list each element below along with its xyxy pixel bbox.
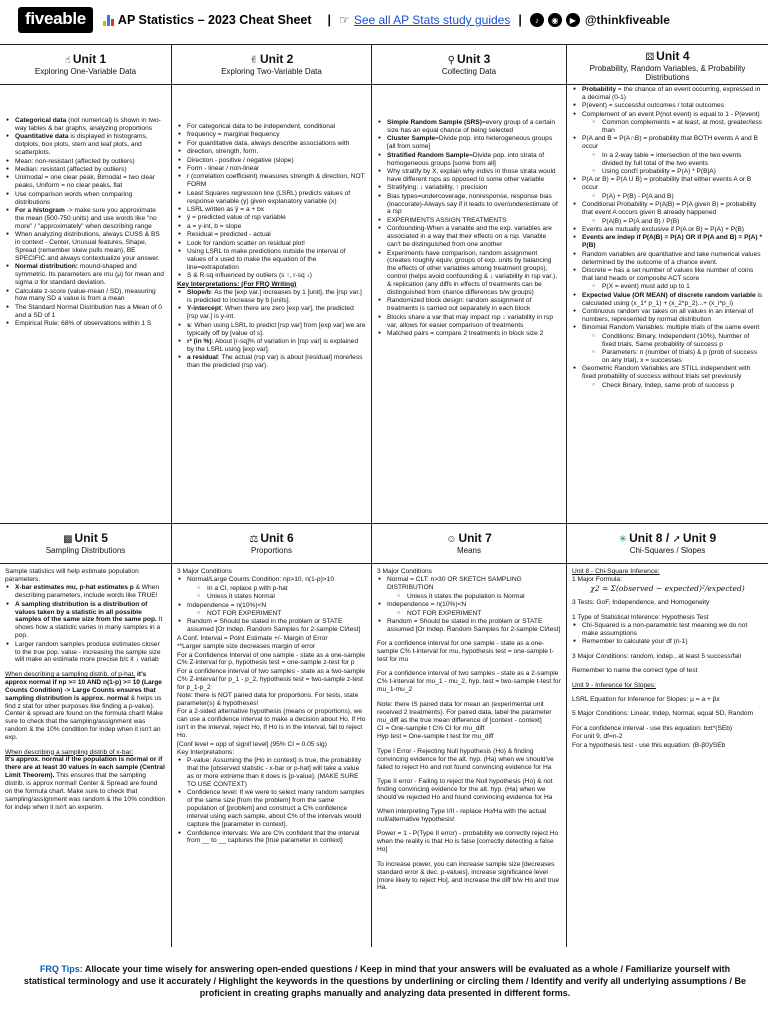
list-item: ● Use comparison words when comparing distributions: [5, 191, 166, 207]
text-line: 1 Major Formula:: [572, 576, 622, 584]
list-item: ○ Conditions: Binary, Independent (10%), Number of fixed trials, Same probability of success p: [572, 333, 763, 349]
list-item: ● Remember to calculate your df (n-1): [572, 638, 763, 646]
unit-1-title: Unit 1: [72, 52, 107, 66]
list-item: ● Random variables are quantitative and take numerical values determined by the outcome of a chance event.: [572, 251, 763, 267]
list-item: ● Form - linear / non-linear: [177, 165, 366, 173]
unit-4-subtitle: Probability, Random Variables, & Probability Distributions: [589, 64, 746, 82]
list-item: ● Direction - positive / negative (slope): [177, 157, 366, 165]
list-item: ● Random = Should be stated in the problem or STATE assumed [Or Indep. Random Samples for 2-sample CI/test]: [377, 618, 561, 634]
unit-5-column: [0, 524, 172, 947]
text-line: When interpreting Type I/II - replace Ho/Ha with the actual null/alternative hypothesis!: [377, 808, 547, 824]
list-item: ● Continuous random var takes on all values in an interval of numbers, represented by normal distribution: [572, 308, 763, 324]
unit-3-column: [372, 45, 567, 523]
text-line: Note: there is NOT paired data for proportions. For tests, state parameter(s) & hypotheses!: [177, 692, 359, 707]
unit-5-body: [0, 564, 171, 812]
list-item: ● For quantitative data, always describe associations with: [177, 140, 366, 148]
victory-hand-icon: ✌: [249, 55, 259, 66]
list-item: ○ P(A) + P(B) - P(A and B): [572, 193, 763, 201]
list-item: ● Confidence level: If we were to select many random samples of the same size [from the problem] from the same population of [problem] and construct a C% confidence interval using each sample, about C% of the intervals would capture the [parameter in context].: [177, 789, 366, 829]
unit-1-subtitle: Exploring One-Variable Data: [34, 67, 137, 76]
text-line: A Conf. Interval = Point Estimate +/- Margin of Error: [177, 634, 328, 642]
list-item: ○ Unless it states the population is Normal: [377, 593, 561, 601]
list-item: ● P-value: Assuming the [Ho in context] is true, the probability that the [observed statistic - x-bar or p-hat] will take a value as or more extreme than it does is [p-value]. (MAKE SURE TO USE CONTEXT): [177, 757, 366, 789]
list-item: ● Unimodal = one clear peak, Bimodal = two clear peaks, Uniform = no clear peaks, flat: [5, 174, 166, 190]
text-line: For a 2-sided alternative hypothesis (means or proportions), we can use a confidence interval to make a decision about Ho. If Ho isn't in the interval, reject Ho, If Ho is in the interval, fail to reject Ho.: [177, 708, 366, 740]
unit-7-subtitle: Means: [456, 546, 481, 555]
list-item: ● Categorical data (not numerical) is shown in two-way tables & bar graphs, analyzing proportions: [5, 117, 166, 133]
list-item: ● EXPERIMENTS ASSIGN TREATMENTS: [377, 217, 561, 225]
instagram-icon[interactable]: ◉: [548, 13, 562, 27]
list-item: ● Matched pairs = compare 2 treatments in block size 2: [377, 330, 561, 338]
unit-2-title: Unit 2: [260, 52, 294, 66]
list-item: ● Normal distribution: mound-shaped and symmetric. Its parameters are mu (μ) for mean and sigma σ for standard deviation.: [5, 263, 166, 287]
unit-8-subtitle: Chi-Squares: [629, 546, 675, 555]
list-item: ● Conditional Probability = P(A|B) = P(A given B) = probability that event A occurs given B already happened: [572, 201, 763, 217]
list-item: ● Empirical Rule: 68% of observations within 1 S: [5, 320, 166, 328]
unit-5-header: [0, 524, 171, 564]
page-title: AP Statistics – 2023 Cheat Sheet: [117, 13, 312, 27]
list-item: ● Confounding-When a variable and the exp. variables are associated in a way that their effects on a rsp. Variable can't be distinguished from one another: [377, 225, 561, 249]
list-item: ● S & R-sq influenced by outliers (s ↑, r-sq ↓): [177, 272, 366, 280]
unit-2-subtitle: Exploring Two-Variable Data: [221, 67, 322, 76]
list-item: ● Random = Should be stated in the problem or STATE assumed [Or Indep. Random Samples for 2-sample CI/test]: [177, 618, 366, 634]
unit-3-title: Unit 3: [456, 52, 491, 66]
unit-4-title: Unit 4: [656, 49, 690, 63]
list-item: ● Simple Random Sample (SRS)=every group of a certain size has an equal chance of being selected: [377, 119, 561, 135]
list-item: ○ P(X = event) must add up to 1: [572, 283, 763, 291]
bar-chart-icon: ▩: [63, 534, 73, 545]
text-line: 1 Type of Statistical Inference: Hypothesis Test: [572, 613, 709, 621]
list-item: ● Cluster Sample=Divide pop. into heterogeneous groups [all from some]: [377, 135, 561, 151]
key-interpretations-title: Key Interpretations: (For FRQ Writing): [177, 280, 297, 288]
list-item: ○ In a CI, replace p with p-hat: [177, 585, 366, 593]
list-item: ● For a histogram -> make sure you approximate the mean (500-750 units) and use words like "no more" / "approximately" when describing range: [5, 207, 166, 231]
list-item: ○ Check Binary, Indep, same prob of success p: [572, 382, 763, 390]
list-item: ● Why stratify by X, explain why indivs in those strata would have different rsps as opposed to some other variable: [377, 168, 561, 184]
phat-rest: & helps us find z stat for other purposes like finding a p-value). Center & spread are found on the formula chart! Make sure to check that the sampling/assignment was random & the 10% condition for indep when it isn't an exp.: [5, 694, 163, 742]
unit-6-header: [172, 524, 371, 564]
unit-4-column: [567, 45, 768, 523]
list-item: ● Larger random samples produce estimates closer to the true pop. value - increasing the sample size will make an estimate more precise b/c it ↓ variab: [5, 641, 166, 665]
text-line: Type I Error - Rejecting Null hypothesis (Ho) & finding convincing evidence for the alt. hyp. (Ha) when we should've failed to reject Ho and not found convincing evidence for Ha: [377, 747, 554, 771]
list-item: ● Independence = n(10%)<N: [177, 602, 366, 610]
unit-5-title: Unit 5: [74, 531, 108, 545]
unit-1-column: [0, 45, 172, 523]
unit-6-subtitle: Proportions: [251, 546, 292, 555]
text-line: 3 Major Conditions: random, indep., at least 5 success/fail: [572, 652, 741, 660]
text-line: LSRL Equation for Inference for Slopes: μ = a + βx: [572, 695, 720, 703]
text-line: For a confidence interval - use this equation: b±t*(SEb): [572, 724, 733, 732]
list-item: ● Residual = predicted - actual: [177, 231, 366, 239]
frq-tips-label: FRQ Tips:: [39, 964, 83, 974]
list-item: ● Probability = the chance of an event occurring, expressed in a decimal (0-1): [572, 86, 763, 102]
list-item: ● direction, strength, form.: [177, 148, 366, 156]
social-handle[interactable]: @thinkfiveable: [584, 13, 670, 27]
list-item: ● Normal/Large Counts Condition: np>10, n(1-p)>10: [177, 576, 366, 584]
unit-7-header: [372, 524, 566, 564]
unit-2-column: [172, 45, 372, 523]
cat-face-icon: ☺: [446, 534, 457, 545]
unit-8-9-column: [567, 524, 768, 947]
list-item: ● r (correlation coefficient) measures strength & direction, NOT FORM: [177, 173, 366, 189]
list-item: ● Normal = CLT: n>30 OR SKETCH SAMPLING DISTRIBUTION: [377, 576, 561, 592]
list-item: ● s: When using LSRL to predict [rsp var] from [exp var] we are typically off by [value of s].: [177, 322, 366, 338]
formula: χ2 = Σ(observed − expected)²/expected): [590, 583, 745, 593]
list-item: ● Y-intercept: When there are zero [exp var], the predicted [rsp var.] is y-int.: [177, 305, 366, 321]
unit-6-title: Unit 6: [260, 531, 294, 545]
list-item: ● Stratifying: ↓ variability, ↑ precision: [377, 184, 561, 192]
section-heading: Unit 9 - Inference for Slopes:: [572, 681, 656, 689]
list-item: ● Quantitative data is displayed in histograms, dotplots, box plots, stem and leaf plots, and scatterplots.: [5, 133, 166, 157]
list-item: ○ NOT FOR EXPERIMENT: [377, 610, 561, 618]
dice-icon: ⚄: [645, 52, 655, 63]
text-line: Hyp test = One-sample t test for mu_diff: [377, 733, 494, 741]
list-item: ● Expected Value (OR MEAN) of discrete random variable is calculated using (x_1* p_1) + (x_2*p_2)...+ (x_i*p_i): [572, 292, 763, 308]
list-item: ● LSRL written as ŷ = a + bx: [177, 206, 366, 214]
list-item: ● Binomial Random Variables: multiple trials of the same event: [572, 324, 763, 332]
units-row-1: [0, 45, 768, 523]
text-line: For a Confidence Interval of one sample - state as a one-sample C% Z-interval for p, hypothesis test = one-sample z-test for p: [177, 651, 366, 667]
units-row-2: [0, 523, 768, 947]
header-divider: |: [327, 13, 332, 27]
unit-5-list: [5, 584, 166, 664]
unit-7-body: [372, 564, 566, 892]
unit-3-header: [372, 45, 566, 85]
text-line: For a hypothesis test - use this equation: (B-β0)/SEb: [572, 741, 726, 749]
list-item: ○ Common complements = at least, at most, greater/less than: [572, 119, 763, 135]
unit-5-subtitle: Sampling Distributions: [45, 546, 126, 555]
list-item: ● Calculate z-score (value-mean / SD), measuring how many SD a value is from a mean: [5, 288, 166, 304]
list-item: ● Discrete = has a set number of values like number of coins that land heads or composite ACT score: [572, 267, 763, 283]
unit-6-column: [172, 524, 372, 947]
text-line: [Conf level = opp of signif level] (95% CI = 0.05 sig): [177, 740, 327, 748]
list-item: ● Blocks share a var that may impact rsp ↓ variability in rsp var, allows for easier comparison of treatments: [377, 314, 561, 330]
list-item: ● Geometric Random Variables are STILL independent with fixed probability of success without trials set previously: [572, 365, 763, 381]
xbar-bold: It's approx. normal if the population is normal or if there are at least 30 values in each sample (Central Limit Theorem).: [5, 756, 165, 780]
fiveable-logo[interactable]: fiveable: [18, 7, 93, 33]
unit-9-subtitle: Slopes: [680, 546, 706, 555]
list-item: ● ŷ = predicted value of rsp variable: [177, 214, 366, 222]
list-item: ○ P(A|B) = P(A and B) / P(B): [572, 218, 763, 226]
frq-tips-text: Allocate your time wisely for answering open-ended questions / Keep in mind that your answers will be evaluated as a whole / Familiarize yourself with statistical terminology and use it accurately / Highlight the keywords in the questions by underlining or circling them / Identify and verify all underlying assumptions / Be proficient in creating graphs manually and analyzing data presented in different forms.: [23, 964, 747, 998]
unit-1-header: [0, 45, 171, 85]
list-item: ● P(A or B) = P(A U B) = probability that either events A or B occur: [572, 176, 763, 192]
list-item: ● Median: resistant (affected by outliers): [5, 166, 166, 174]
text-line: Power = 1 - P(Type II error) - probability we correctly reject Ho when the reality is that Ho is false [correctly detecting a false Ho]: [377, 830, 559, 854]
text-line: CI = One-sample t C% CI for mu_diff: [377, 724, 485, 732]
header: [0, 0, 768, 40]
unit-6-body: [172, 564, 371, 845]
list-item: ● Bias types=undercoverage, nonresponse, response bias (inaccurate)-Always say if it leads to over/underestimate of a rsp: [377, 193, 561, 217]
unit-5-intro: Sample statistics will help estimate population parameters.: [5, 568, 139, 583]
list-item: ○ NOT FOR EXPERIMENT: [177, 610, 366, 618]
list-item: ○ Parameters: n (number of trials) & p (prob of success on any trial), x = successes: [572, 349, 763, 365]
list-item: ● P(A and B = P(A∩B) = probability that BOTH events A and B occur: [572, 135, 763, 151]
list-item: ● frequency = marginal frequency: [177, 131, 366, 139]
list-item: ● Events are indep if P(A|B) = P(A) OR if P(A and B) = P(A) * P(B): [572, 234, 763, 250]
list-item: ● For categorical data to be independent, conditional: [177, 123, 366, 131]
text-line: **Larger sample size decreases margin of error: [177, 643, 316, 651]
list-item: ○ Using cond'l probability = P(A) * P(B|A): [572, 168, 763, 176]
list-item: ● Complement of an event P(not event) is equal to 1 - P(event): [572, 111, 763, 119]
unit-3-body: [372, 85, 566, 338]
header-divider: |: [518, 13, 522, 27]
social-icons: [530, 13, 580, 27]
unit-3-list: [377, 119, 561, 338]
list-item: ● When analyzing distributions, always CUSS & BS in context - Center, Unusual features, Shape, Spread (remember skew pulls mean), BE SPECIFIC and always contextualize your answer.: [5, 231, 166, 263]
unit-3-subtitle: Collecting Data: [441, 67, 497, 76]
unit-8-9-header: ✳ Unit 8 / ➚ Unit 9 Chi-Squares / Slopes: [567, 524, 768, 564]
text-line: Key Interpretations:: [177, 748, 235, 756]
list-item: ○ Unless it states Normal: [177, 593, 366, 601]
text-line: Note: there IS paired data for mean an (experimental unit received 2 treatments). For paired data, label the parameter mu_diff as the true mean difference of [context - context]: [377, 700, 552, 724]
list-item: ● Using LSRL to make predictions outside the interval of values of x used to make the equation of the line=extrapolation: [177, 248, 366, 272]
hand-pointing-icon: ☝: [64, 55, 71, 66]
list-item: ● X-bar estimates mu, p-hat estimates p & When describing parameters, include words like TRUE!: [5, 584, 166, 600]
section-heading: Unit 8 - Chi-Square Inference:: [572, 568, 660, 575]
unit-7-title: Unit 7: [458, 531, 492, 545]
unit-1-list: [5, 117, 166, 328]
list-item: ● The Standard Normal Distribution has a Mean of 0 and a SD of 1: [5, 304, 166, 320]
list-item: ● Confidence intervals: We are C% confident that the interval from __ to __ captures the [true parameter in context]: [177, 830, 366, 846]
unit-2-key-list: [177, 289, 366, 370]
list-item: ● Mean: non-resistant (affected by outliers): [5, 158, 166, 166]
arrow-icon: ➚: [672, 534, 681, 545]
xbar-title: When describing a sampling distrib of x-bar:: [5, 748, 134, 756]
text-line: 3 Major Conditions: [177, 568, 232, 575]
unit-9-title: Unit 9: [682, 531, 717, 545]
text-line: For a confidence interval of two samples - state as a two-sample C% Z-interval for p_1 - p_2, hypothesis test = two-sample z-test for p_1-p_2: [177, 667, 366, 691]
text-line: For a confidence interval of two samples - state as a 2-sample C% t-interval for mu_1 - mu_2, hyp. test = two-sample t-test for mu_1-mu_2: [377, 670, 561, 694]
study-guides-link[interactable]: See all AP Stats study guides: [353, 13, 511, 27]
phat-bold: it's approx normal if np >= 10 AND n(1-p) >= 10 (Large Counts Condition) -> Large Counts ensures that sampling distribution is approx. normal: [5, 670, 162, 702]
unit-7-column: [372, 524, 567, 947]
unit-1-body: [0, 85, 171, 328]
unit-2-body: [172, 85, 371, 370]
text-line: For a confidence interval for one sample - state as a one-sample C% t-interval for mu, hypothesis test = one-sample t-test for mu: [377, 640, 554, 664]
text-line: Remember to name the correct type of test: [572, 667, 698, 675]
youtube-icon[interactable]: ▶: [566, 13, 580, 27]
list-item: ● Randomized block design: random assignment of treatments is carried out separately in each block: [377, 297, 561, 313]
cheat-sheet-grid: [0, 44, 768, 946]
text-line: To increase power, you can increase sample size [decreases standard error & dec. p-values], increase significance level [more likely to reject Ho], and increase the diff b/w Ho and true Ha.: [377, 860, 560, 892]
list-item: ● a = y-int, b = slope: [177, 223, 366, 231]
list-item: ● Least Squares regression line (LSRL) predicts values of response variable (y) given explanatory variable (x): [177, 190, 366, 206]
list-item: ● Events are mutually exclusive if P(A or B) = P(A) + P(B): [572, 226, 763, 234]
unit-4-body: [567, 85, 768, 390]
list-item: ● Experiments have comparison, random assignment (creates roughly equiv. groups of exp. units by balancing the effects of other variables among treatment groups), control (helps avoid confounding & ↓ variability in rsp var.), & replication (any diffs in effects of treatments can be distinguished from chance differences b/w groups): [377, 250, 561, 297]
unit-2-list: [177, 123, 366, 280]
text-line: 5 Major Conditions: Linear, Indep, Normal, equal SD, Random: [572, 710, 754, 718]
list-item: ● Stratified Random Sample=Divide pop. into strata of homogeneous groups [some from all]: [377, 152, 561, 168]
text-line: Type II error - Failing to reject the Null hypothesis (Ho) & not finding convincing evidence for the alt. hyp. (Ha) when we should've rejected Ho and found convincing evidence for Ha: [377, 777, 553, 801]
list-item: ● Look for random scatter on residual plot!: [177, 240, 366, 248]
unit-8-title: Unit 8: [629, 531, 663, 545]
text-line: 3 Major Conditions: [377, 568, 432, 575]
tiktok-icon[interactable]: ♪: [530, 13, 544, 27]
unit-4-header: [567, 45, 768, 85]
list-item: ● r² (in %): About [r-sq]% of variation in [rsp var] is explained by the LSRL using [exp var].: [177, 338, 366, 354]
unit-4-list: [572, 86, 763, 390]
list-item: ● a residual: The actual (rsp var) is about [residual] more/less than the predicted (rsp var).: [177, 354, 366, 370]
list-item: ● Independence = n(10%)<N: [377, 601, 561, 609]
pointing-hand-icon: ☞: [339, 13, 350, 27]
list-item: ● Slope/b: As the [exp var.] increases by 1 [unit], the [rsp var.] is predicted to increase by b [units].: [177, 289, 366, 305]
scales-icon: ⚖: [249, 534, 259, 545]
sparkle-icon: ✳: [618, 534, 628, 545]
list-item: ● A sampling distribution is a distribution of values taken by a statistic in all possible samples of the same size from the same pop. It shows how a statistic varies in many samples in a pop.: [5, 601, 166, 641]
list-item: ○ In a 2-way table = intersection of the two events divided by full total of the two events: [572, 152, 763, 168]
xbar-rest: This ensures that the sampling distrib. is approx normal! Center & Spread are found on the formula chart. Make sure to check that sampling/assignment was random & the 10% condition for indep when it isn't an experim.: [5, 772, 166, 811]
magnifier-icon: ⚲: [447, 55, 455, 66]
frq-tips: [20, 963, 750, 999]
bar-chart-icon: [103, 15, 115, 26]
list-item: ● P(event) = successful outcomes / total outcomes: [572, 102, 763, 110]
unit-8-9-body: [567, 564, 768, 750]
unit-2-header: [172, 45, 371, 85]
text-line: For unit 9, df=n-2: [572, 733, 623, 741]
phat-title: When describing a sampling distrib. of p-hat,: [5, 670, 136, 678]
text-line: 3 Tests: GoF, Independence, and Homogeneity: [572, 599, 710, 607]
list-item: ● Chi-Squared is a non-parametric test meaning we do not make assumptions: [572, 622, 763, 638]
